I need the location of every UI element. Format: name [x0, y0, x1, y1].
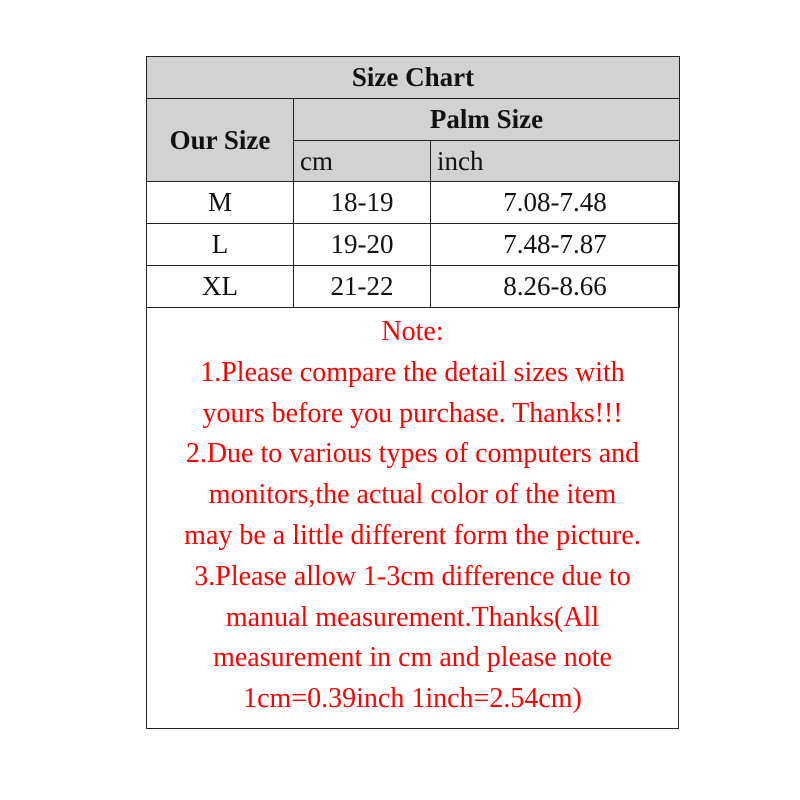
table-title: Size Chart [147, 57, 680, 99]
unit-inch-header: inch [431, 141, 680, 182]
size-label: XL [147, 266, 294, 308]
note-line: manual measurement.Thanks(All [225, 601, 600, 633]
note-line: 2.Due to various types of computers and [185, 438, 640, 470]
title-row [147, 57, 680, 99]
note-line: monitors,the actual color of the item [208, 479, 617, 511]
cm-value: 19-20 [294, 224, 431, 266]
our-size-header: Our Size [147, 99, 294, 182]
inch-value: 7.08-7.48 [431, 182, 680, 224]
table-row [147, 224, 680, 266]
note-line: may be a little different form the picture. [184, 519, 641, 551]
cm-value: 21-22 [294, 266, 431, 308]
note-line: 3.Please allow 1-3cm difference due to [194, 560, 631, 592]
note-heading: Note: [381, 316, 444, 347]
cm-value: 18-19 [294, 182, 431, 224]
inch-value: 8.26-8.66 [431, 266, 680, 308]
inch-value: 7.48-7.87 [431, 224, 680, 266]
note-line: yours before you purchase. Thanks!!! [202, 397, 623, 429]
palm-size-header: Palm Size [294, 99, 680, 141]
size-label: L [147, 224, 294, 266]
table-row [147, 182, 680, 224]
unit-cm-header: cm [294, 141, 431, 182]
size-chart-table [146, 56, 680, 308]
note-section [147, 312, 678, 720]
size-label: M [147, 182, 294, 224]
note-line: 1cm=0.39inch 1inch=2.54cm) [243, 683, 582, 715]
table-row [147, 266, 680, 308]
header-row [147, 99, 680, 141]
note-line: measurement in cm and please note [213, 642, 612, 674]
note-line: 1.Please compare the detail sizes with [200, 356, 625, 388]
